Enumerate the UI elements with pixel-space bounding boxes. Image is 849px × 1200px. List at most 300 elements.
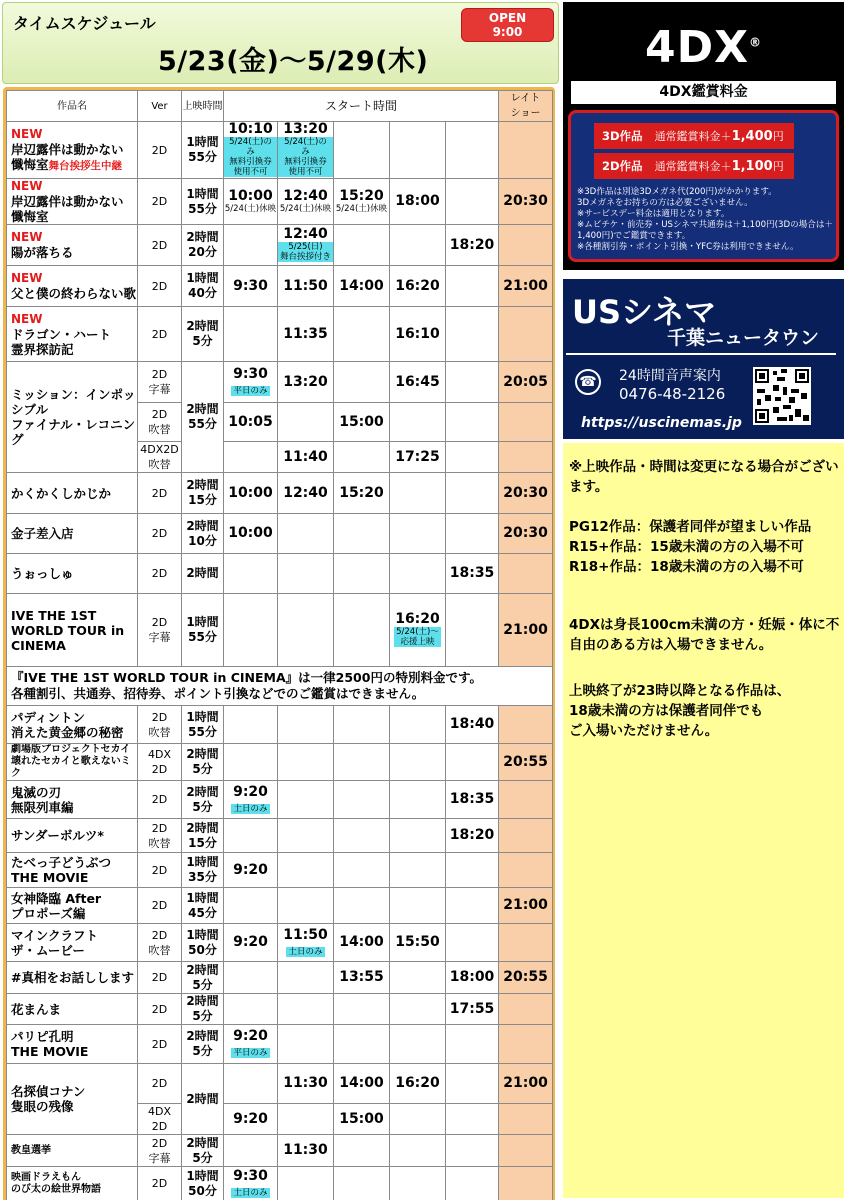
showtime: 14:00 [339,277,384,294]
showtime: 13:20 [283,373,328,390]
version [138,594,182,667]
version-text: 2D [151,486,168,500]
movie-title-cell [7,994,138,1025]
website-link[interactable]: https://uscinemas.jp [581,415,742,431]
duration [182,1167,224,1200]
duration-text: 1時間 50分 [186,927,219,957]
fourdx-fee-title: 4DX鑑賞料金 [571,81,836,104]
notice-row [7,667,553,706]
showtime: 18:35 [449,565,495,581]
table-row [7,362,553,403]
version-text: 2D 字幕 [148,1136,171,1165]
showtime-cell [278,994,334,1025]
showtime-cell [390,1135,446,1167]
showtime: 12:40 [283,484,328,501]
duration [182,1025,224,1064]
version [138,225,182,266]
showtime-cell[interactable] [446,781,499,819]
showtime-cell[interactable] [278,924,334,962]
schedule-table [3,87,555,1200]
showtime-cell[interactable] [278,122,334,179]
version [138,819,182,853]
late-show-cell[interactable] [499,888,553,924]
new-badge: NEW [11,230,43,244]
showtime-note: 土日のみ [233,1187,268,1198]
showtime-cell [278,819,334,853]
table-row [7,554,553,594]
showtime-cell[interactable] [446,225,499,266]
movie-title: パリピ孔明 THE MOVIE [11,1029,89,1059]
showtime-cell[interactable] [334,1064,390,1104]
showtime-cell [334,1025,390,1064]
movie-title-cell [7,594,138,667]
new-badge: NEW [11,126,43,141]
movie-title: 映画ドラえもん のび太の絵世界物語 [11,1171,101,1195]
column-title [7,91,138,122]
movie-title: うぉっしゅ [11,566,74,581]
duration-text: 1時間 55分 [186,615,219,644]
movie-title: 劇場版プロジェクトセカイ 壊れたセカイと歌えないミク [11,744,131,779]
showtime: 18:00 [449,969,495,985]
showtime-cell [334,594,390,667]
movie-title-cell [7,924,138,962]
showtime-cell[interactable] [278,473,334,514]
version-text: 2D [151,195,168,208]
showtime-note: 5/24(土)のみ 無料引換券 使用不可 [224,137,277,177]
note-ratings: PG12作品：保護者同伴が望ましい作品 R15+作品：15歳未満の方の入場不可 R18+作品：18歳未満の方の入場不可 [569,519,812,575]
showtime: 16:20 [395,277,440,294]
showtime-cell[interactable] [224,1167,278,1200]
showtime-cell [224,554,278,594]
duration-text: 1時間 35分 [186,855,219,884]
showtime-cell[interactable] [446,962,499,994]
schedule-header [2,2,559,84]
phone-number[interactable]: 0476-48-2126 [619,385,726,403]
showtime-cell[interactable] [390,1064,446,1104]
duration [182,1064,224,1135]
showtime-cell [278,744,334,781]
duration-text: 2時間 5分 [186,319,219,348]
duration-text: 2時間 5分 [186,994,219,1023]
note-schedule-change: ※上映作品・時間は変更になる場合がございます。 [569,459,839,495]
movie-title-cell [7,266,138,307]
showtime-cell[interactable] [224,514,278,554]
table-row [7,1025,553,1064]
duration-text: 2時間 5分 [186,747,219,776]
movie-title: 鬼滅の刃 無限列車編 [11,784,74,815]
late-show-cell [499,1167,553,1200]
version-text: 2D [151,899,168,912]
showtime: 9:30 [233,1167,268,1184]
showtime-cell[interactable] [224,924,278,962]
showtime-cell [278,403,334,442]
duration-text: 1時間 55分 [186,186,219,216]
version [138,266,182,307]
late-show-cell[interactable] [499,514,553,554]
showtime-cell[interactable] [224,403,278,442]
showtime-cell[interactable] [446,819,499,853]
column-late-text: レイト ショー [510,93,541,119]
late-show-cell[interactable] [499,266,553,307]
late-showtime: 20:30 [503,484,548,501]
phone-label: 24時間音声案内 [619,368,721,384]
late-show-cell [499,225,553,266]
showtime-cell[interactable] [390,594,446,667]
showtime-cell[interactable] [278,266,334,307]
movie-title: 金子差入店 [11,526,74,541]
late-show-cell[interactable] [499,1064,553,1104]
late-show-cell [499,706,553,744]
showtime-cell [334,819,390,853]
showtime-cell[interactable] [224,781,278,819]
version [138,1135,182,1167]
duration [182,514,224,554]
showtime-cell [446,1064,499,1104]
showtime: 17:25 [395,448,440,465]
duration [182,994,224,1025]
showtime-cell [446,514,499,554]
duration-text: 1時間 55分 [186,135,219,164]
showtime-cell [446,744,499,781]
showtime-cell [334,853,390,888]
showtime: 16:10 [395,325,440,342]
showtime-cell [224,1135,278,1167]
showtime-cell [224,442,278,473]
duration [182,179,224,225]
showtime-cell[interactable] [224,122,278,179]
duration-text: 2時間 15分 [186,820,219,850]
special-price-notice [7,667,553,706]
showtime: 10:00 [228,484,273,501]
duration [182,266,224,307]
showtime-cell[interactable] [278,179,334,225]
cinema-logo: USシネマ [572,293,717,331]
version [138,307,182,362]
new-badge: NEW [11,179,43,193]
version-text: 2D [151,1002,168,1016]
late-show-cell[interactable] [499,179,553,225]
movie-title: 花まんま [11,1001,62,1017]
showtime-cell [390,994,446,1025]
qr-code-icon[interactable] [753,367,811,425]
showtime-cell [446,853,499,888]
showtime-cell[interactable] [224,362,278,403]
version-text: 4DX 2D [147,1105,171,1133]
showtime-cell [446,403,499,442]
movie-title-cell [7,819,138,853]
showtime-cell [390,706,446,744]
showtime-cell [390,473,446,514]
showtime: 18:20 [449,236,495,253]
showtime: 15:20 [339,484,384,501]
showtime-cell [334,1167,390,1200]
showtime-note: 5/24(土)休映 [224,204,277,214]
late-show-cell [499,819,553,853]
movie-title-cell [7,853,138,888]
showtime: 11:50 [283,277,328,294]
showtime-cell[interactable] [224,473,278,514]
version [138,554,182,594]
showtime-cell [224,307,278,362]
version-text: 2D [151,143,168,157]
showtime-cell[interactable] [278,1135,334,1167]
showtime-cell [224,706,278,744]
showtime-cell[interactable] [334,1104,390,1135]
duration [182,473,224,514]
duration [182,122,224,179]
showtime-cell[interactable] [390,266,446,307]
showtime: 15:00 [339,1110,384,1127]
version-text: 2D 吹替 [148,821,171,850]
column-start-text: スタート時間 [325,98,398,113]
showtime-cell [278,706,334,744]
late-show-cell [499,442,553,473]
showtime-cell[interactable] [334,924,390,962]
duration-text: 2時間 5分 [186,784,219,814]
table-row [7,819,553,853]
showtime-cell[interactable] [446,554,499,594]
fourdx-price-panel [568,110,839,262]
version-text: 2D [151,1037,168,1051]
late-show-cell [499,554,553,594]
movie-title-cell [7,362,138,473]
showtime: 9:20 [233,861,268,878]
showtime-cell [278,1167,334,1200]
showtime-cell[interactable] [390,307,446,362]
showtime-cell [390,819,446,853]
showtime-cell [278,962,334,994]
showtime-cell [334,442,390,473]
showtime-cell [390,888,446,924]
duration [182,888,224,924]
showtime-cell [390,744,446,781]
showtime: 15:50 [395,934,440,950]
movie-title: 陽が落ちる [11,245,74,260]
new-badge: NEW [11,311,43,326]
showtime: 16:20 [395,1075,440,1091]
showtime-cell [446,179,499,225]
version-text: 2D [151,793,168,806]
version-text: 2D [151,527,168,540]
late-show-cell[interactable] [499,362,553,403]
table-row [7,962,553,994]
duration-text: 1時間 40分 [186,271,219,300]
late-show-cell [499,307,553,362]
late-showtime: 21:00 [503,897,548,913]
duration-text: 1時間 45分 [186,890,219,920]
version-text: 2D [151,238,168,252]
duration [182,706,224,744]
late-show-cell [499,994,553,1025]
showtime-cell [446,307,499,362]
column-ver-text: Ver [151,100,168,112]
version [138,1167,182,1200]
movie-title: 岸辺露伴は動かない 懺悔室 [11,194,124,224]
showtime-cell[interactable] [334,179,390,225]
price-3d: 3D作品 通常鑑賞料金＋1,400円 [594,123,794,149]
showtime-cell [446,888,499,924]
showtime-cell[interactable] [446,994,499,1025]
table-row [7,781,553,819]
showtime-cell [390,1025,446,1064]
showtime-cell[interactable] [334,266,390,307]
movie-title: かくかくしかじか [11,485,112,501]
duration-text: 2時間 [186,1091,219,1106]
showtime-cell [278,514,334,554]
showtime-cell[interactable] [224,1104,278,1135]
movie-title-cell [7,706,138,744]
showtime: 9:30 [233,277,268,294]
showtime-note: 5/24(土)休映 [335,204,388,214]
fourdx-logo: 4DX® [644,22,763,73]
duration-text: 2時間 5分 [186,1135,219,1165]
version [138,853,182,888]
note-4dx-restriction: 4DXは身長100cm未満の方・妊娠・体に不自由のある方は入場できません。 [569,617,840,653]
table-header-row [7,91,553,122]
showtime-cell [446,1167,499,1200]
movie-title: 岸辺露伴は動かない 懺悔室 [11,141,124,172]
late-show-cell[interactable] [499,594,553,667]
table-row [7,473,553,514]
late-show-cell [499,924,553,962]
version [138,706,182,744]
cinema-info [563,279,844,439]
version-text: 2D [151,567,168,580]
showtime-cell[interactable] [390,924,446,962]
showtime: 9:20 [233,783,268,800]
showtime-cell [334,122,390,179]
table-row [7,225,553,266]
late-show-cell[interactable] [499,473,553,514]
table-row [7,706,553,744]
price-2d: 2D作品 通常鑑賞料金＋1,100円 [594,153,794,179]
showtime-cell[interactable] [278,225,334,266]
movie-title-cell [7,1135,138,1167]
duration-text: 2時間 55分 [186,402,219,431]
open-time-badge [461,8,554,42]
showtime-cell[interactable] [278,442,334,473]
showtime-cell [446,266,499,307]
late-show-cell[interactable] [499,962,553,994]
table-row [7,122,553,179]
showtime-cell[interactable] [278,362,334,403]
showtime-cell[interactable] [446,706,499,744]
version-text: 4DX 2D [147,748,171,776]
movie-title: #真相をお話しします [11,970,134,985]
showtime: 12:40 [283,188,328,204]
duration-text: 2時間 20分 [186,230,219,259]
showtime-cell [446,122,499,179]
showtime: 18:40 [449,716,495,732]
duration [182,744,224,781]
showtime-cell [224,744,278,781]
showtime-cell[interactable] [390,442,446,473]
showtime-cell[interactable] [334,962,390,994]
table-row [7,1167,553,1200]
duration-text: 1時間 55分 [186,709,219,739]
showtime-cell[interactable] [224,853,278,888]
showtime-cell[interactable] [390,362,446,403]
showtime-note: 土日のみ [233,803,268,814]
duration [182,594,224,667]
version-text: 2D 字幕 [148,368,171,396]
showtime-cell[interactable] [224,1025,278,1064]
showtime-cell [390,781,446,819]
column-duration-text: 上映時間 [182,100,223,112]
showtime: 11:50 [283,926,328,943]
showtime-cell[interactable] [278,307,334,362]
showtime-cell[interactable] [278,1064,334,1104]
showtime-cell [334,888,390,924]
late-show-cell[interactable] [499,744,553,781]
showtime: 13:20 [283,121,328,137]
version-text: 2D [151,327,168,341]
late-showtime: 21:00 [503,277,548,294]
showtime: 17:55 [449,1000,495,1017]
movie-title: サンダーボルツ* [11,828,104,843]
late-show-cell [499,853,553,888]
late-showtime: 20:05 [503,373,548,390]
showtime-cell [224,225,278,266]
late-showtime: 21:00 [503,1075,548,1091]
movie-title-cell [7,122,138,179]
showtime-cell[interactable] [390,179,446,225]
showtime-cell [334,362,390,403]
showtime-cell[interactable] [334,473,390,514]
showtime: 15:20 [339,188,384,204]
cinema-branch: 千葉ニュータウン [666,327,819,349]
table-row [7,594,553,667]
version-text: 2D [151,1077,168,1090]
showtime-cell [224,962,278,994]
showtime-cell [278,554,334,594]
table-row [7,307,553,362]
duration-text: 1時間 50分 [186,1168,219,1198]
duration-text: 2時間 [186,566,219,580]
version [138,403,182,442]
late-showtime: 20:30 [503,193,548,209]
showtime-cell [390,853,446,888]
new-badge: NEW [11,271,43,285]
showtime: 9:20 [233,1028,268,1044]
movie-title: 女神降臨 After プロポーズ編 [11,890,102,921]
showtime-cell [334,307,390,362]
showtime-cell[interactable] [224,266,278,307]
duration [182,819,224,853]
showtime-cell [334,994,390,1025]
showtime-cell [390,1167,446,1200]
version-text: 2D 吹替 [148,710,171,739]
note-late-show: 上映終了が23時以降となる作品は、 18歳未満の方は保護者同伴でも ご入場いただけません。 [569,683,791,739]
showtime: 14:00 [339,1075,384,1091]
showtime-cell [390,1104,446,1135]
fourdx-notes: ※3D作品は別途3Dメガネ代(200円)がかかります。 3Dメガネをお持ちの方は必要ございません。 ※サービスデー料金は適用となります。 ※ムビチケ・前売券・USシネマ共通券は＋1,100円(3Dの場合は＋1,400円)でご鑑賞できます。 ※各種割引券・ポイント引換・YFC券は利用できません。 [577,187,834,252]
showtime-cell [278,781,334,819]
table-row [7,888,553,924]
table-row [7,1135,553,1167]
table-row [7,266,553,307]
column-ver [138,91,182,122]
showtime-cell [278,888,334,924]
showtime-note: 5/24(土)〜 応援上映 [396,627,439,647]
duration [182,924,224,962]
showtime: 18:35 [449,791,495,807]
showtime-cell[interactable] [334,403,390,442]
showtime-cell [278,1104,334,1135]
duration [182,554,224,594]
showtime-cell[interactable] [224,179,278,225]
duration-text: 2時間 15分 [186,478,219,507]
